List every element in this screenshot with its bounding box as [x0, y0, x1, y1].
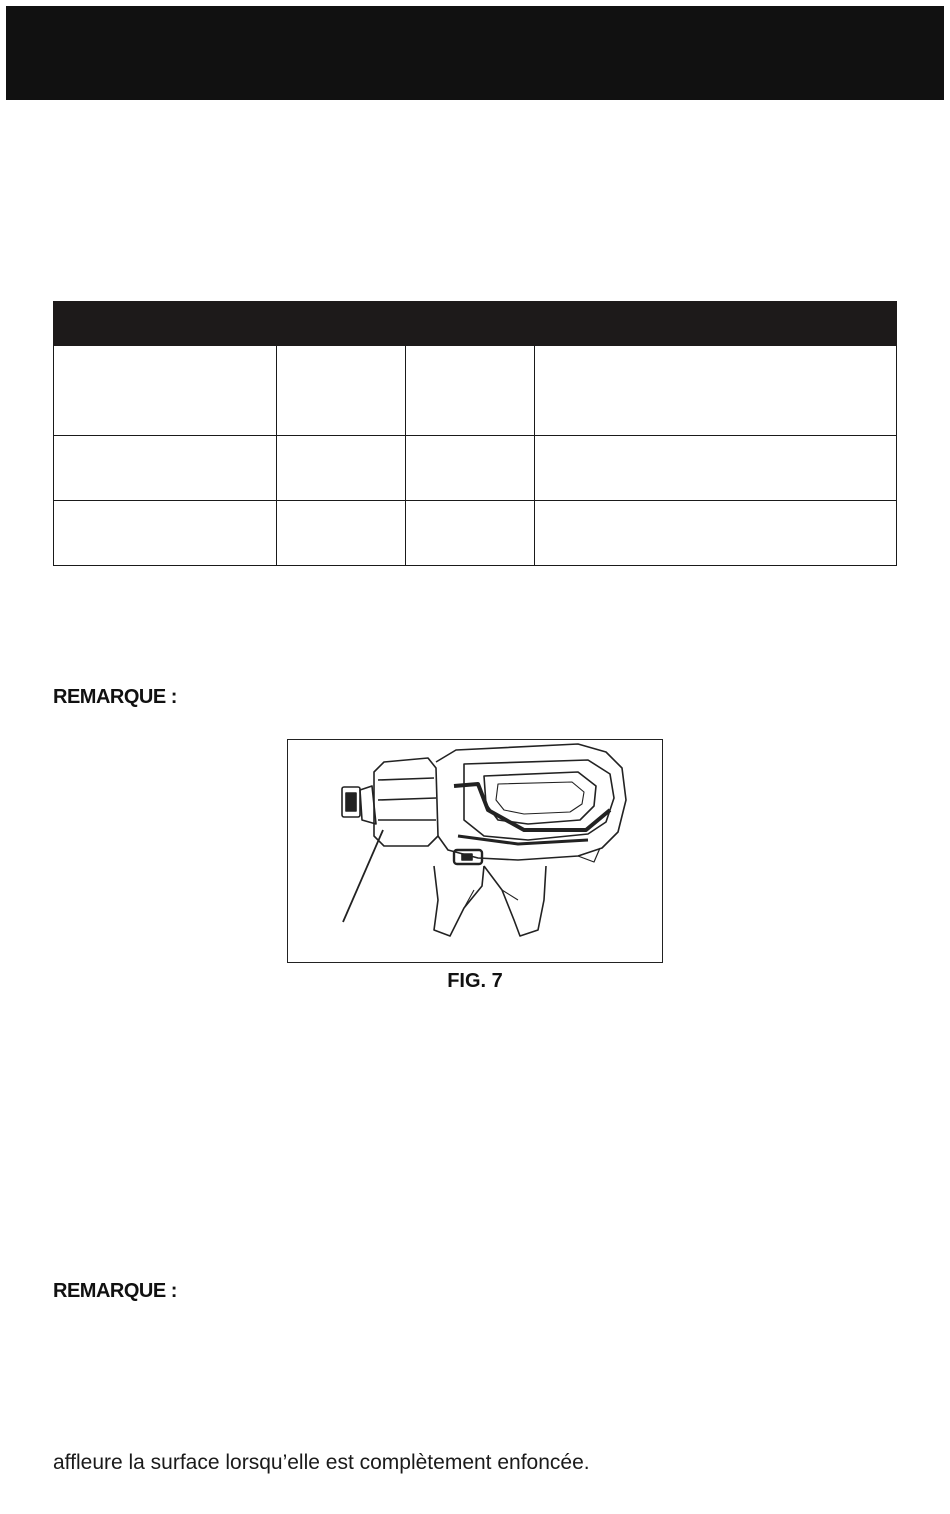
table-cell — [54, 501, 277, 566]
table-cell — [277, 501, 406, 566]
table-cell — [277, 436, 406, 501]
figure-caption: FIG. 7 — [447, 970, 503, 992]
table-cell — [406, 346, 535, 436]
figure-7-box — [287, 739, 663, 963]
body-text-line: affleure la surface lorsqu’elle est complètement enfoncée. — [53, 1451, 590, 1474]
spec-table — [53, 301, 897, 566]
table-cell — [535, 346, 897, 436]
table-cell — [406, 436, 535, 501]
table-cell — [535, 436, 897, 501]
note-label-1: REMARQUE : — [53, 686, 177, 708]
table-row — [54, 346, 897, 436]
table-row — [54, 501, 897, 566]
table-row — [54, 436, 897, 501]
table-header-cell — [54, 302, 897, 346]
header-bar — [6, 6, 944, 100]
table-cell — [277, 346, 406, 436]
table-cell — [535, 501, 897, 566]
table-cell — [54, 436, 277, 501]
table-cell — [406, 501, 535, 566]
note-label-2: REMARQUE : — [53, 1280, 177, 1302]
table-cell — [54, 346, 277, 436]
table-header-row — [54, 302, 897, 346]
impact-driver-illustration-icon — [288, 740, 662, 962]
